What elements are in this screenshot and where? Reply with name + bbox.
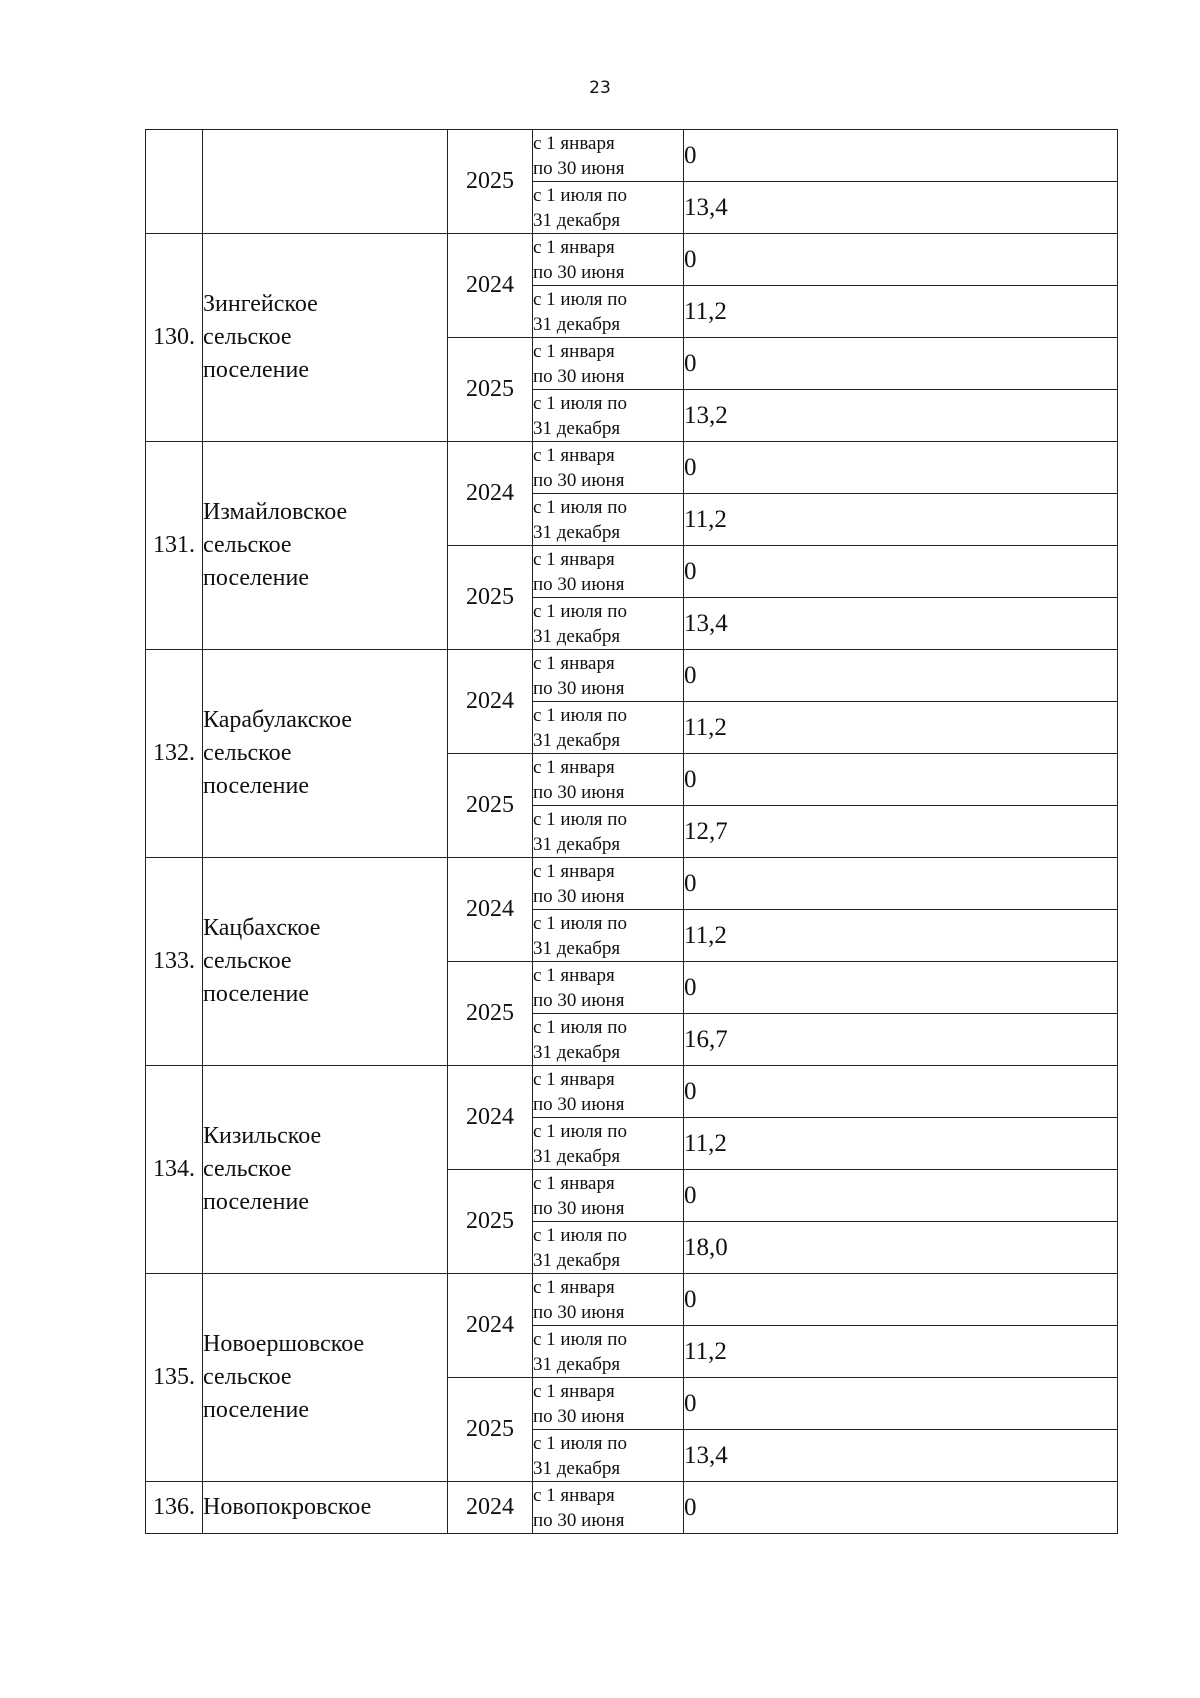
period-cell bbox=[533, 1378, 684, 1430]
year-cell: 2024 bbox=[448, 650, 533, 754]
period-line-2: по 30 июня bbox=[533, 261, 625, 283]
period-line-1: с 1 июля по bbox=[533, 392, 627, 414]
settlement-name-line: поселение bbox=[203, 357, 310, 383]
value-cell: 0 bbox=[684, 130, 1118, 182]
tariff-table bbox=[145, 129, 1118, 1534]
value-cell: 0 bbox=[684, 1170, 1118, 1222]
value-cell: 13,4 bbox=[684, 598, 1118, 650]
period-line-1: с 1 января bbox=[533, 548, 615, 570]
settlement-name-line: поселение bbox=[203, 565, 310, 591]
value-cell: 11,2 bbox=[684, 910, 1118, 962]
period-line-2: 31 декабря bbox=[533, 1145, 621, 1167]
value-cell: 0 bbox=[684, 650, 1118, 702]
table-row bbox=[146, 442, 1118, 494]
settlement-name-line: сельское bbox=[203, 948, 292, 974]
period-line-2: по 30 июня bbox=[533, 157, 625, 179]
period-cell bbox=[533, 286, 684, 338]
year-cell: 2025 bbox=[448, 754, 533, 858]
settlement-name-line: Кизильское bbox=[203, 1123, 322, 1149]
period-line-1: с 1 января bbox=[533, 964, 615, 986]
tariff-table-body bbox=[146, 130, 1118, 1534]
period-cell bbox=[533, 702, 684, 754]
row-number-cell: 130. bbox=[146, 234, 203, 442]
settlement-name-line: сельское bbox=[203, 1156, 292, 1182]
settlement-name-cell bbox=[203, 130, 448, 234]
value-cell: 11,2 bbox=[684, 286, 1118, 338]
year-cell: 2024 bbox=[448, 442, 533, 546]
value-cell: 13,4 bbox=[684, 1430, 1118, 1482]
period-cell bbox=[533, 1274, 684, 1326]
period-line-2: 31 декабря bbox=[533, 1353, 621, 1375]
period-cell bbox=[533, 1066, 684, 1118]
period-line-2: 31 декабря bbox=[533, 833, 621, 855]
year-cell: 2024 bbox=[448, 1482, 533, 1534]
value-cell: 13,4 bbox=[684, 182, 1118, 234]
year-cell: 2025 bbox=[448, 1378, 533, 1482]
period-line-1: с 1 июля по bbox=[533, 1120, 627, 1142]
value-cell: 12,7 bbox=[684, 806, 1118, 858]
period-line-1: с 1 января bbox=[533, 236, 615, 258]
period-line-2: по 30 июня bbox=[533, 365, 625, 387]
period-line-1: с 1 июля по bbox=[533, 600, 627, 622]
value-cell: 0 bbox=[684, 1482, 1118, 1534]
period-line-1: с 1 января bbox=[533, 132, 615, 154]
period-cell bbox=[533, 1014, 684, 1066]
period-line-2: по 30 июня bbox=[533, 781, 625, 803]
period-line-2: 31 декабря bbox=[533, 1457, 621, 1479]
row-number-cell: 136. bbox=[146, 1482, 203, 1534]
settlement-name-line: поселение bbox=[203, 1189, 310, 1215]
period-line-2: по 30 июня bbox=[533, 1197, 625, 1219]
period-line-2: по 30 июня bbox=[533, 885, 625, 907]
period-line-2: по 30 июня bbox=[533, 1509, 625, 1531]
period-cell bbox=[533, 234, 684, 286]
settlement-name-cell bbox=[203, 650, 448, 858]
period-line-1: с 1 января bbox=[533, 1068, 615, 1090]
period-line-2: 31 декабря bbox=[533, 1249, 621, 1271]
period-line-2: 31 декабря bbox=[533, 1041, 621, 1063]
year-cell: 2024 bbox=[448, 1274, 533, 1378]
value-cell: 0 bbox=[684, 442, 1118, 494]
row-number-cell: 133. bbox=[146, 858, 203, 1066]
table-row bbox=[146, 1274, 1118, 1326]
table-row bbox=[146, 650, 1118, 702]
row-number-cell: 132. bbox=[146, 650, 203, 858]
period-line-1: с 1 июля по bbox=[533, 1432, 627, 1454]
period-cell bbox=[533, 338, 684, 390]
period-line-1: с 1 января bbox=[533, 444, 615, 466]
period-line-1: с 1 июля по bbox=[533, 912, 627, 934]
year-cell: 2025 bbox=[448, 962, 533, 1066]
period-line-1: с 1 января bbox=[533, 652, 615, 674]
period-cell bbox=[533, 1482, 684, 1534]
page-number: 23 bbox=[589, 78, 611, 98]
period-line-1: с 1 июля по bbox=[533, 184, 627, 206]
year-cell: 2024 bbox=[448, 858, 533, 962]
period-line-1: с 1 июля по bbox=[533, 1016, 627, 1038]
row-number-cell bbox=[146, 130, 203, 234]
period-cell bbox=[533, 442, 684, 494]
period-line-2: 31 декабря bbox=[533, 313, 621, 335]
period-cell bbox=[533, 182, 684, 234]
value-cell: 0 bbox=[684, 1378, 1118, 1430]
period-cell bbox=[533, 1430, 684, 1482]
period-cell bbox=[533, 494, 684, 546]
period-line-1: с 1 июля по bbox=[533, 704, 627, 726]
period-line-1: с 1 января bbox=[533, 860, 615, 882]
period-line-2: по 30 июня bbox=[533, 989, 625, 1011]
period-line-1: с 1 января bbox=[533, 756, 615, 778]
period-line-2: по 30 июня bbox=[533, 573, 625, 595]
period-line-2: 31 декабря bbox=[533, 937, 621, 959]
value-cell: 0 bbox=[684, 1066, 1118, 1118]
settlement-name-cell bbox=[203, 1274, 448, 1482]
table-row bbox=[146, 234, 1118, 286]
settlement-name-line: поселение bbox=[203, 1397, 310, 1423]
year-cell: 2025 bbox=[448, 130, 533, 234]
period-line-2: по 30 июня bbox=[533, 1405, 625, 1427]
period-line-1: с 1 июля по bbox=[533, 496, 627, 518]
period-line-2: по 30 июня bbox=[533, 1093, 625, 1115]
value-cell: 11,2 bbox=[684, 702, 1118, 754]
period-line-2: 31 декабря bbox=[533, 209, 621, 231]
value-cell: 11,2 bbox=[684, 1326, 1118, 1378]
period-cell bbox=[533, 806, 684, 858]
period-cell bbox=[533, 962, 684, 1014]
settlement-name-line: поселение bbox=[203, 981, 310, 1007]
value-cell: 0 bbox=[684, 754, 1118, 806]
settlement-name-cell bbox=[203, 234, 448, 442]
row-number-cell: 134. bbox=[146, 1066, 203, 1274]
settlement-name-line: Кацбахское bbox=[203, 915, 321, 941]
table-row bbox=[146, 1482, 1118, 1534]
value-cell: 11,2 bbox=[684, 494, 1118, 546]
settlement-name-cell bbox=[203, 1066, 448, 1274]
settlement-name-cell bbox=[203, 442, 448, 650]
value-cell: 16,7 bbox=[684, 1014, 1118, 1066]
settlement-name-cell bbox=[203, 858, 448, 1066]
period-line-2: по 30 июня bbox=[533, 677, 625, 699]
period-line-1: с 1 июля по bbox=[533, 1224, 627, 1246]
period-line-1: с 1 июля по bbox=[533, 808, 627, 830]
period-line-2: по 30 июня bbox=[533, 469, 625, 491]
period-line-2: по 30 июня bbox=[533, 1301, 625, 1323]
period-line-1: с 1 июля по bbox=[533, 1328, 627, 1350]
period-cell bbox=[533, 1222, 684, 1274]
period-line-2: 31 декабря bbox=[533, 417, 621, 439]
settlement-name-cell bbox=[203, 1482, 448, 1534]
period-cell bbox=[533, 598, 684, 650]
row-number-cell: 135. bbox=[146, 1274, 203, 1482]
value-cell: 0 bbox=[684, 546, 1118, 598]
year-cell: 2025 bbox=[448, 1170, 533, 1274]
settlement-name-line: сельское bbox=[203, 324, 292, 350]
table-row bbox=[146, 130, 1118, 182]
period-line-2: 31 декабря bbox=[533, 729, 621, 751]
settlement-name-line: Зингейское bbox=[203, 291, 318, 317]
value-cell: 0 bbox=[684, 338, 1118, 390]
year-cell: 2025 bbox=[448, 338, 533, 442]
value-cell: 0 bbox=[684, 962, 1118, 1014]
settlement-name-line: Новоершовское bbox=[203, 1331, 365, 1357]
period-cell bbox=[533, 1118, 684, 1170]
period-line-1: с 1 января bbox=[533, 1276, 615, 1298]
period-cell bbox=[533, 858, 684, 910]
period-cell bbox=[533, 390, 684, 442]
row-number-cell: 131. bbox=[146, 442, 203, 650]
settlement-name-line: Новопокровское bbox=[203, 1494, 372, 1520]
year-cell: 2025 bbox=[448, 546, 533, 650]
settlement-name-line: Измайловское bbox=[203, 499, 348, 525]
period-cell bbox=[533, 1170, 684, 1222]
value-cell: 18,0 bbox=[684, 1222, 1118, 1274]
period-line-1: с 1 июля по bbox=[533, 288, 627, 310]
period-cell bbox=[533, 650, 684, 702]
period-cell bbox=[533, 1326, 684, 1378]
period-line-1: с 1 января bbox=[533, 1172, 615, 1194]
period-cell bbox=[533, 130, 684, 182]
value-cell: 0 bbox=[684, 858, 1118, 910]
year-cell: 2024 bbox=[448, 1066, 533, 1170]
table-row bbox=[146, 1066, 1118, 1118]
settlement-name-line: сельское bbox=[203, 1364, 292, 1390]
table-row bbox=[146, 858, 1118, 910]
period-line-2: 31 декабря bbox=[533, 521, 621, 543]
value-cell: 13,2 bbox=[684, 390, 1118, 442]
year-cell: 2024 bbox=[448, 234, 533, 338]
period-cell bbox=[533, 754, 684, 806]
period-line-1: с 1 января bbox=[533, 1484, 615, 1506]
period-cell bbox=[533, 546, 684, 598]
settlement-name-line: сельское bbox=[203, 532, 292, 558]
period-line-1: с 1 января bbox=[533, 1380, 615, 1402]
value-cell: 11,2 bbox=[684, 1118, 1118, 1170]
period-cell bbox=[533, 910, 684, 962]
value-cell: 0 bbox=[684, 234, 1118, 286]
period-line-1: с 1 января bbox=[533, 340, 615, 362]
settlement-name-line: сельское bbox=[203, 740, 292, 766]
settlement-name-line: поселение bbox=[203, 773, 310, 799]
settlement-name-line: Карабулакское bbox=[203, 707, 352, 733]
period-line-2: 31 декабря bbox=[533, 625, 621, 647]
value-cell: 0 bbox=[684, 1274, 1118, 1326]
